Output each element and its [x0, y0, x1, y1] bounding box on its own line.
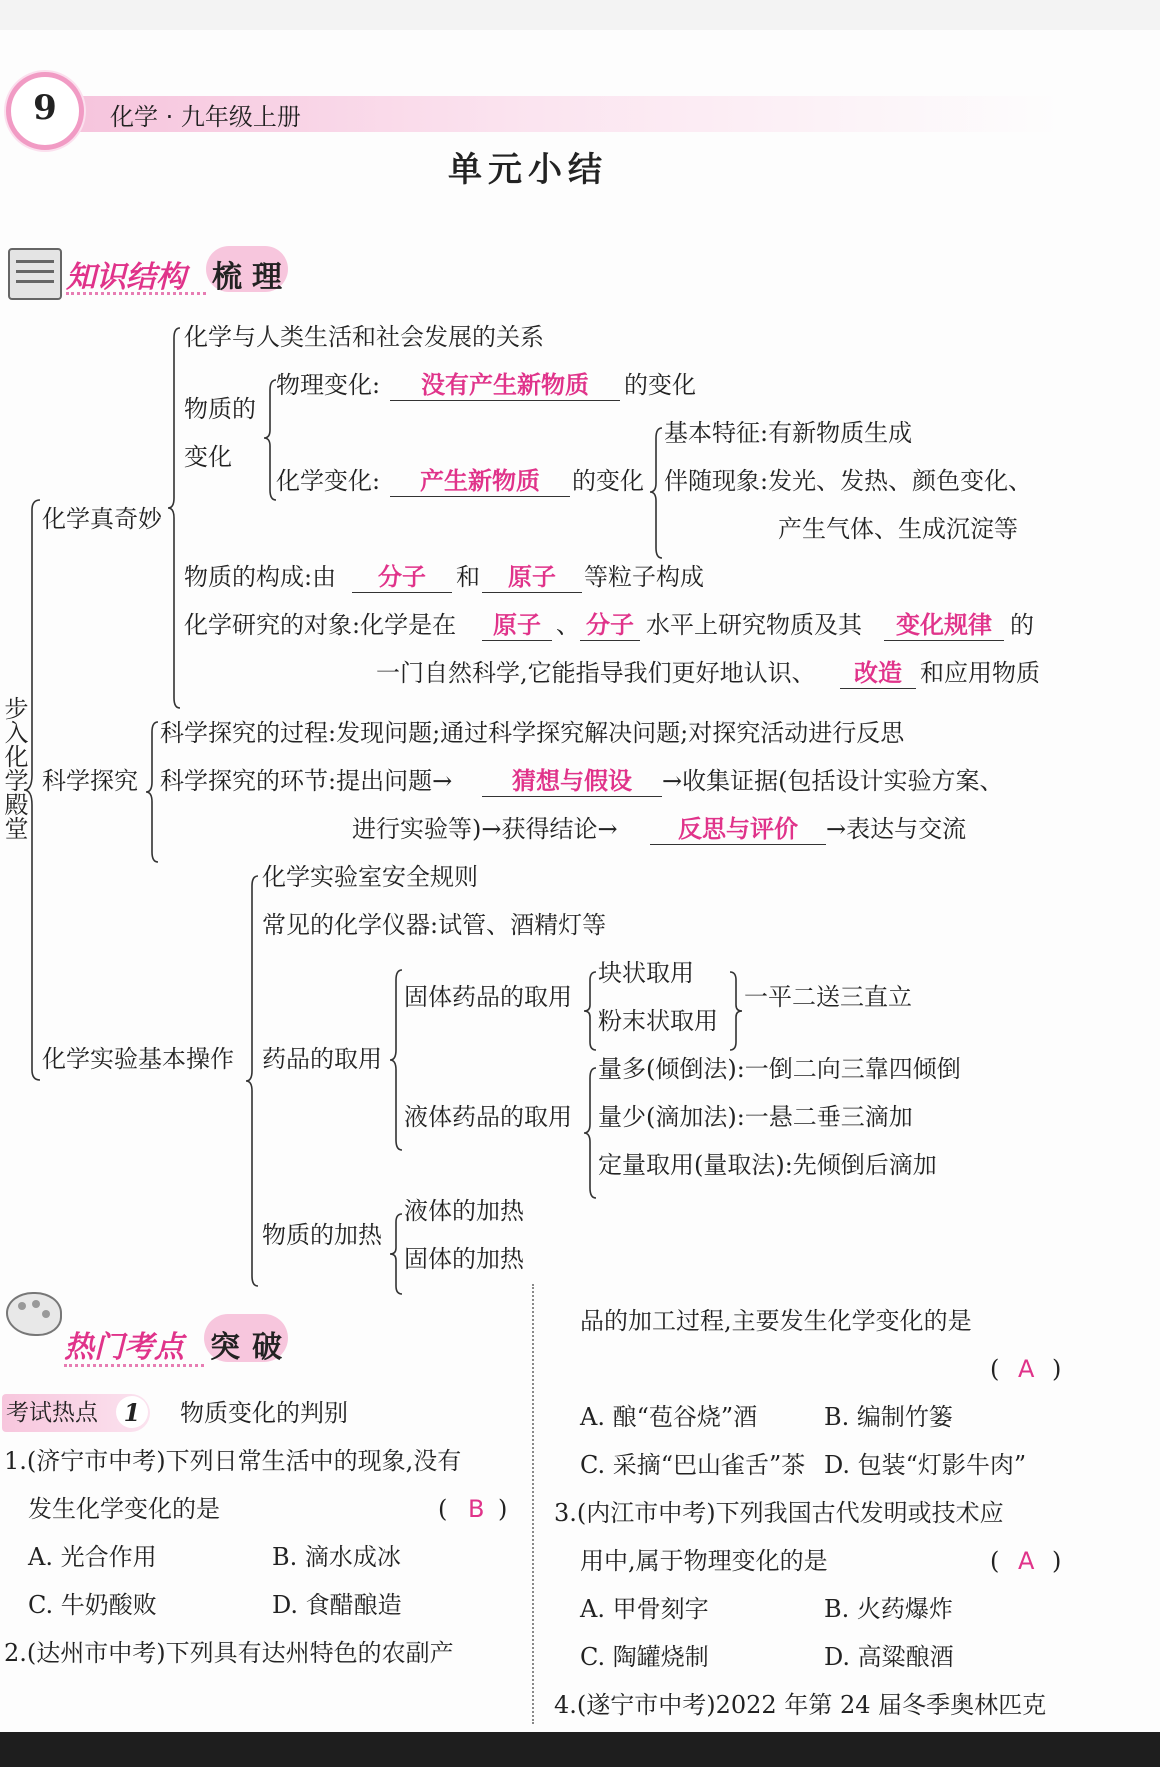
book-title: 化学 · 九年级上册: [110, 103, 301, 131]
section2-heading: 热门考点: [64, 1330, 184, 1365]
hotspot-num: 1: [123, 1398, 141, 1427]
section2-heading-b2: 破: [252, 1330, 282, 1365]
b1-phys-suffix: 的变化: [624, 371, 696, 399]
q3-opt-a: A. 甲骨刻字: [580, 1595, 709, 1623]
brace-branch2: [144, 722, 160, 862]
b3-heat-liquid: 液体的加热: [404, 1197, 524, 1225]
page-title: 单元小结: [448, 150, 608, 190]
q1-answer: B: [468, 1495, 485, 1523]
b2-process: 科学探究的过程:发现问题;通过科学探究解决问题;对探究活动进行反思: [160, 719, 905, 747]
branch3-label: 化学实验基本操作: [42, 1045, 234, 1073]
column-divider: [532, 1284, 534, 1724]
b1-change-label-2: 变化: [184, 443, 232, 471]
section2-heading-b1: 突: [210, 1330, 240, 1365]
b1-obj-answer2: 分子: [580, 610, 640, 641]
q3-opt-d: D. 高粱酿酒: [824, 1643, 954, 1671]
textbook-page: [0, 30, 1160, 1732]
b2-steps-mid: →收集证据(包括设计实验方案、: [662, 767, 1004, 795]
q1-opt-b: B. 滴水成冰: [272, 1543, 401, 1571]
q4-line1: 4.(遂宁市中考)2022 年第 24 届冬季奥林匹克: [554, 1691, 1047, 1719]
b3-heating: 物质的加热: [262, 1221, 382, 1249]
b1-obj-mid: 水平上研究物质及其: [646, 611, 862, 639]
q3-opt-b: B. 火药爆炸: [824, 1595, 953, 1623]
q2-opt-c: C. 采摘“巴山雀舌”茶: [580, 1451, 806, 1479]
b1-obj-suffix: 的: [1010, 611, 1034, 639]
b1-obj-prefix: 化学研究的对象:化学是在: [184, 611, 457, 639]
section1-heading-b2: 理: [252, 260, 282, 295]
branch1-label: 化学真奇妙: [42, 505, 162, 533]
book-icon: [8, 248, 62, 300]
q1-paren-open: (: [438, 1495, 448, 1523]
q3-answer: A: [1018, 1547, 1035, 1575]
b2-steps-answer2: 反思与评价: [650, 814, 826, 845]
brace-heating: [388, 1214, 404, 1294]
palette-icon: [6, 1292, 62, 1336]
b1-phys-prefix: 物理变化:: [276, 371, 381, 399]
section1-underline: [66, 292, 206, 295]
section2-underline: [64, 1364, 204, 1367]
q1-line1: 1.(济宁市中考)下列日常生活中的现象,没有: [4, 1447, 462, 1475]
b2-steps-line2-prefix: 进行实验等)→获得结论→: [352, 815, 618, 843]
hotspot-title: 物质变化的判别: [180, 1399, 348, 1427]
q3-paren-open: (: [990, 1547, 1000, 1575]
b1-feature: 基本特征:有新物质生成: [664, 419, 913, 447]
b1-obj-answer1: 原子: [482, 610, 552, 641]
b1-relation: 化学与人类生活和社会发展的关系: [184, 323, 544, 351]
b1-comp-answer2: 原子: [482, 562, 582, 593]
section1-heading-b1: 梳: [212, 260, 242, 295]
q2-opt-d: D. 包装“灯影牛肉”: [824, 1451, 1027, 1479]
brace-chem-change: [648, 428, 664, 558]
q2-paren-open: (: [990, 1355, 1000, 1383]
b1-obj-line2-prefix: 一门自然科学,它能指导我们更好地认识、: [376, 659, 816, 687]
hotspot-tag-label: 考试热点: [6, 1400, 98, 1426]
b3-liquid: 液体药品的取用: [404, 1103, 572, 1131]
q2-opt-a: A. 酿“苞谷烧”酒: [580, 1403, 758, 1431]
brace-taking: [388, 970, 404, 1150]
q2-opt-b: B. 编制竹篓: [824, 1403, 953, 1431]
q2-line2: 品的加工过程,主要发生化学变化的是: [580, 1307, 972, 1335]
b1-comp-answer1: 分子: [352, 562, 452, 593]
b1-comp-suffix: 等粒子构成: [584, 563, 704, 591]
bottom-margin: [0, 1732, 1160, 1767]
q3-paren-close: ): [1052, 1547, 1062, 1575]
b1-obj-line2-suffix: 和应用物质: [920, 659, 1040, 687]
b1-phys-answer: 没有产生新物质: [390, 370, 620, 401]
b3-taking: 药品的取用: [262, 1045, 382, 1073]
b1-comp-mid: 和: [456, 563, 480, 591]
brace-solid-right: [728, 972, 744, 1050]
b3-solid: 固体药品的取用: [404, 983, 572, 1011]
b3-solid-rule: 一平二送三直立: [744, 983, 912, 1011]
q3-line1: 3.(内江市中考)下列我国古代发明或技术应: [554, 1499, 1004, 1527]
b1-chem-suffix: 的变化: [572, 467, 644, 495]
root-label: 步入化学殿堂: [0, 696, 28, 840]
b3-liquid-more: 量多(倾倒法):一倒二向三靠四倾倒: [598, 1055, 961, 1083]
root-brace: [22, 500, 42, 1080]
top-margin: [0, 0, 1160, 30]
b3-heat-solid: 固体的加热: [404, 1245, 524, 1273]
q1-opt-a: A. 光合作用: [28, 1543, 157, 1571]
b3-instruments: 常见的化学仪器:试管、酒精灯等: [262, 911, 607, 939]
q2-line1: 2.(达州市中考)下列具有达州特色的农副产: [4, 1639, 454, 1667]
b1-obj-answer4: 改造: [840, 658, 916, 689]
b2-steps-answer1: 猜想与假设: [482, 766, 662, 797]
b3-solid-block: 块状取用: [598, 959, 694, 987]
branch2-label: 科学探究: [42, 767, 138, 795]
b2-steps-line2-suffix: →表达与交流: [826, 815, 967, 843]
section1-heading: 知识结构: [66, 260, 186, 295]
q1-line2: 发生化学变化的是: [28, 1495, 220, 1523]
b3-safety: 化学实验室安全规则: [262, 863, 478, 891]
b1-obj-answer3: 变化规律: [884, 610, 1004, 641]
brace-liquid: [582, 1068, 598, 1198]
b3-liquid-less: 量少(滴加法):一悬二垂三滴加: [598, 1103, 913, 1131]
b1-change-label-1: 物质的: [184, 395, 256, 423]
brace-branch3: [244, 876, 260, 1286]
q1-opt-c: C. 牛奶酸败: [28, 1591, 157, 1619]
q1-paren-close: ): [498, 1495, 508, 1523]
b1-phenomena-1: 伴随现象:发光、发热、颜色变化、: [664, 467, 1033, 495]
q3-opt-c: C. 陶罐烧制: [580, 1643, 709, 1671]
b1-comp-prefix: 物质的构成:由: [184, 563, 337, 591]
b1-chem-prefix: 化学变化:: [276, 467, 381, 495]
b1-phenomena-2: 产生气体、生成沉淀等: [778, 515, 1018, 543]
q3-line2: 用中,属于物理变化的是: [580, 1547, 828, 1575]
brace-solid: [582, 972, 598, 1050]
page-number: 9: [33, 88, 57, 128]
b3-solid-powder: 粉末状取用: [598, 1007, 718, 1035]
q2-answer: A: [1018, 1355, 1035, 1383]
q1-opt-d: D. 食醋酿造: [272, 1591, 402, 1619]
b3-liquid-quant: 定量取用(量取法):先倾倒后滴加: [598, 1151, 937, 1179]
b1-obj-sep: 、: [556, 611, 580, 639]
b2-steps-prefix: 科学探究的环节:提出问题→: [160, 767, 453, 795]
b1-chem-answer: 产生新物质: [390, 466, 570, 497]
brace-branch1: [166, 328, 182, 708]
q2-paren-close: ): [1052, 1355, 1062, 1383]
